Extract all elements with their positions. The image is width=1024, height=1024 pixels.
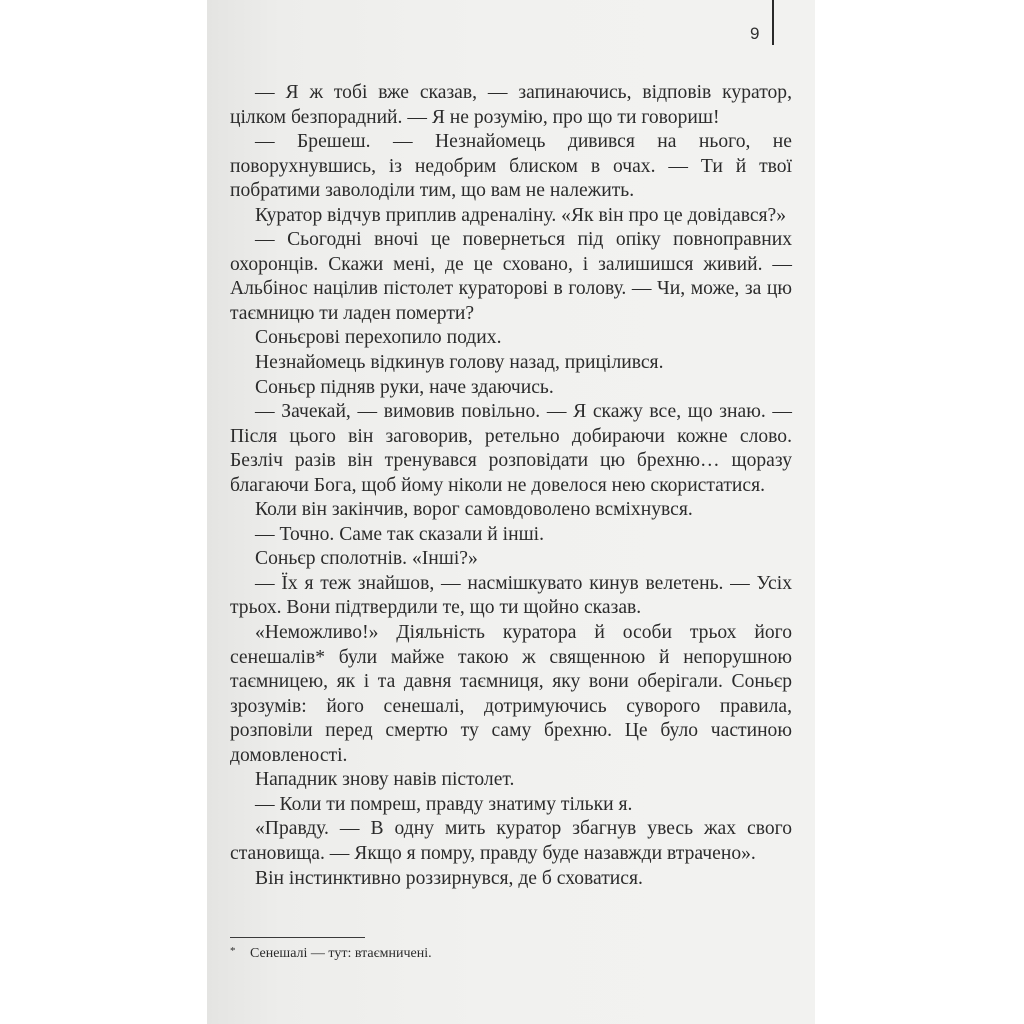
footnote-text: Сенешалі — тут: втаємничені. — [250, 946, 432, 961]
paragraph: Коли він закінчив, ворог самовдоволено всміхнувся. — [255, 499, 693, 521]
body-text — [230, 81, 792, 891]
paragraph: — Я ж тобі вже сказав, — запинаючись, відповів куратор, цілком безпорадний. — Я не розумію, про що ти говориш! — [230, 82, 792, 128]
page-number: 9 — [750, 24, 760, 43]
paragraph: «Неможливо!» Діяльність куратора й особи трьох його сенешалів* були майже такою ж священною й непорушною таємницею, як і та давня таємниця, яку вони оберігали. Соньєр зрозумів: його сенешалі, дотримуючись суворого правила, розповіли перед смертю ту саму брехню. Це було частиною домовленості. — [230, 622, 792, 766]
paragraph: — Брешеш. — Незнайомець дивився на нього, не поворухнувшись, із недобрим блиском в очах. — Ти й твої побратими заволоділи тим, що вам не належить. — [230, 131, 792, 202]
page-number-rule — [772, 0, 774, 45]
paragraph: Соньєрові перехопило подих. — [255, 327, 502, 349]
paragraph: — Сьогодні вночі це повернеться під опіку повноправних охоронців. Скажи мені, де це сховано, і залишишся живий. — Альбінос націлив пістолет кураторові в голову. — Чи, може, за цю таємницю ти ладен померти? — [230, 229, 792, 324]
paragraph: Куратор відчув приплив адреналіну. «Як він про це довідався?» — [255, 204, 787, 226]
paragraph: — Їх я теж знайшов, — насмішкувато кинув велетень. — Усіх трьох. Вони підтвердили те, що ти щойно сказав. — [230, 572, 792, 619]
book-page — [207, 0, 815, 1024]
paragraph: Нападник знову навів пістолет. — [255, 769, 515, 791]
paragraph: Соньєр сполотнів. «Інші?» — [255, 548, 478, 570]
paragraph: «Правду. — В одну мить куратор збагнув увесь жах свого становища. — Якщо я помру, правду буде назавжди втрачено». — [230, 818, 792, 864]
footnote-marker: * — [230, 945, 236, 957]
paragraph: — Точно. Саме так сказали й інші. — [255, 523, 545, 545]
paragraph: Він інстинктивно роззирнувся, де б сховатися. — [255, 867, 643, 889]
paragraph: — Коли ти помреш, правду знатиму тільки я. — [255, 793, 633, 815]
paragraph: — Зачекай, — вимовив повільно. — Я скажу все, що знаю. — Після цього він заговорив, ретельно добираючи кожне слово. Безліч разів він тренувався розповідати цю брехню… щоразу благаючи Бога, щоб йому ніколи не довелося нею скористатися. — [230, 401, 792, 496]
paragraph: Соньєр підняв руки, наче здаючись. — [255, 376, 554, 398]
footnote-separator — [230, 937, 365, 938]
paragraph: Незнайомець відкинув голову назад, прицілився. — [255, 352, 664, 374]
footnote — [230, 945, 432, 962]
